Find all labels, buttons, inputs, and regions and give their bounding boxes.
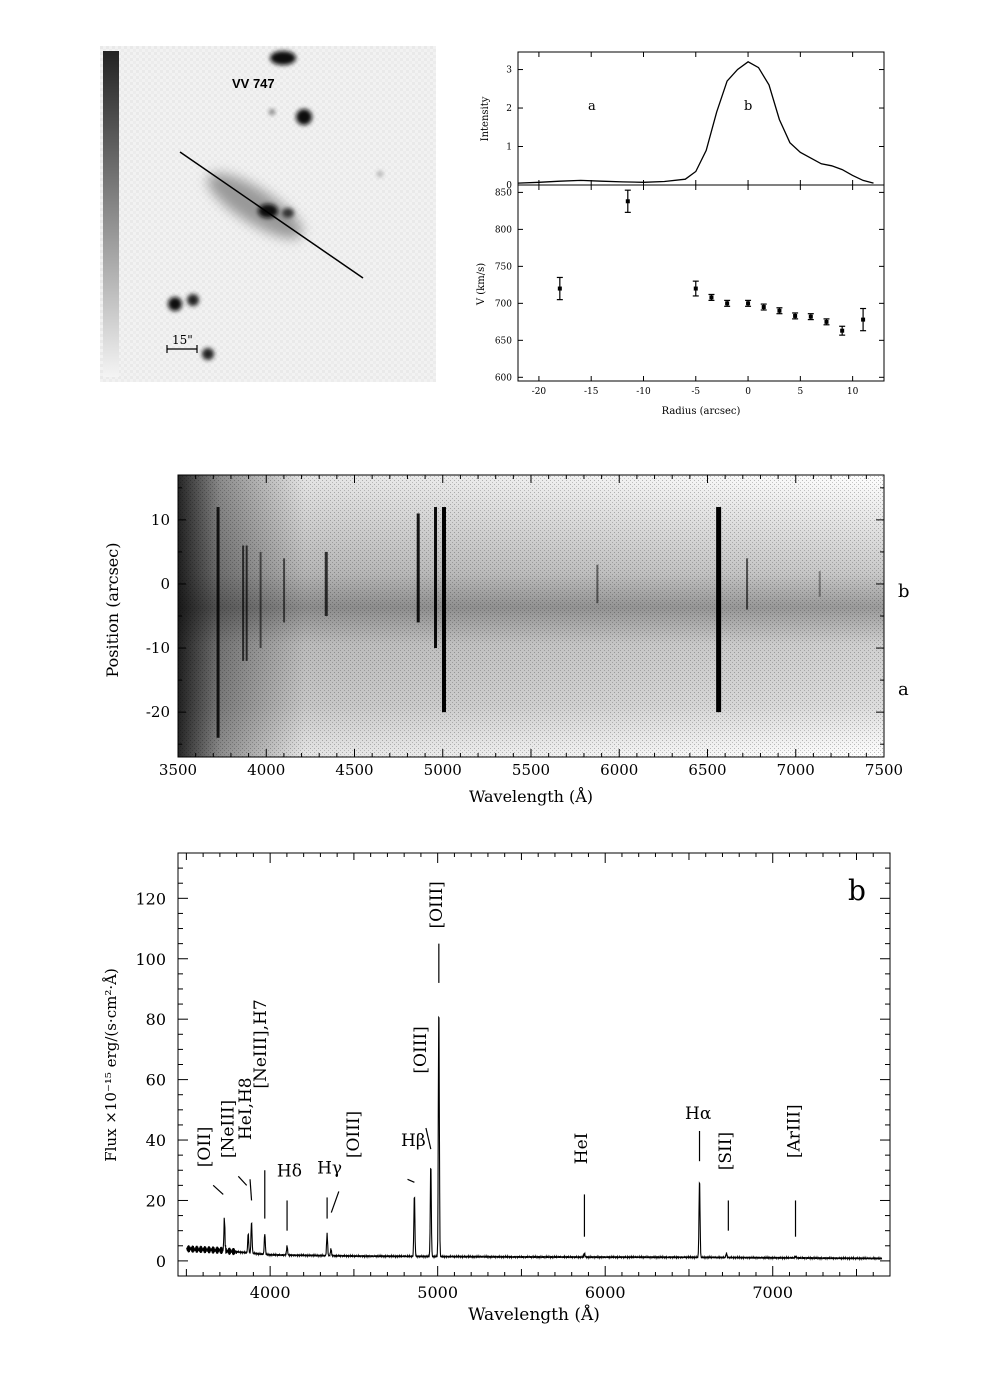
- spectrum2d-emission-line: [260, 552, 262, 648]
- intensity-profile-line: [518, 62, 874, 183]
- velocity-point: [557, 277, 563, 299]
- intensity-y-tick-label: 0: [506, 181, 512, 191]
- star: [202, 348, 214, 360]
- spectrum2d-panel: [90, 460, 930, 820]
- velocity-y-tick-label: 750: [494, 262, 512, 273]
- side-label-a: a: [898, 679, 909, 700]
- velocity-point: [860, 309, 866, 331]
- velocity-x-tick-label: -20: [531, 387, 547, 397]
- spectrum2d-emission-line: [596, 565, 598, 603]
- spectrum2d-x-tick-label: 7500: [864, 761, 904, 779]
- velocity-x-tick-label: -5: [691, 387, 701, 397]
- spectrum1d-chart: [90, 845, 920, 1335]
- svg-text:Hβ: Hβ: [401, 1131, 426, 1152]
- spectrum1d-y-tick-label: 60: [145, 1070, 166, 1090]
- star: [269, 109, 275, 115]
- spectrum2d-x-tick-label: 5500: [511, 761, 551, 779]
- emission-line-label: [785, 1104, 805, 1236]
- spectrum1d-y-tick-label: 20: [145, 1191, 166, 1211]
- spectrum2d-x-tick-label: 4000: [247, 761, 286, 779]
- spectrum2d-x-tick-label: 7000: [776, 761, 815, 779]
- velocity-y-tick-label: 600: [494, 373, 512, 384]
- spectrum2d-y-tick-label: 0: [160, 574, 170, 593]
- star: [270, 51, 296, 65]
- velocity-point: [776, 308, 782, 314]
- spectrum2d-ylabel: Position (arcsec): [103, 542, 122, 678]
- spectrum2d-x-tick-label: 5000: [423, 761, 462, 779]
- spectrum2d-emission-line: [716, 507, 721, 712]
- velocity-y-tick-label: 800: [494, 225, 512, 236]
- velocity-point: [708, 294, 714, 300]
- spectrum2d-emission-line: [217, 507, 220, 738]
- profile-panels: [470, 44, 900, 422]
- intensity-y-tick-label: 1: [506, 142, 512, 153]
- star: [296, 109, 312, 125]
- svg-text:Hδ: Hδ: [276, 1161, 302, 1182]
- star: [377, 171, 383, 177]
- spectrum1d-y-tick-label: 100: [135, 949, 166, 969]
- velocity-y-ticks: [495, 188, 884, 383]
- spectrum2d-emission-line: [746, 558, 748, 609]
- svg-text:Hα: Hα: [685, 1103, 712, 1124]
- velocity-x-tick-label: 0: [745, 387, 751, 397]
- velocity-point: [761, 304, 767, 310]
- galaxy-image: [100, 46, 436, 382]
- profile-chart: [470, 44, 900, 422]
- star: [168, 297, 182, 311]
- emission-line-label: [277, 1161, 302, 1230]
- svg-text:[OII]: [OII]: [194, 1126, 215, 1168]
- spectrum2d-y-tick-label: -10: [145, 639, 170, 658]
- velocity-point: [808, 314, 814, 320]
- profile-label-b: b: [744, 99, 753, 114]
- spectrum2d-x-tick-label: 6000: [600, 761, 639, 779]
- spectrum2d-emission-line: [417, 513, 420, 622]
- galaxy-core: [258, 204, 278, 218]
- spectrum1d-y-tick-label: 80: [145, 1010, 166, 1030]
- spectrum1d-xlabel: Wavelength (Å): [468, 1305, 600, 1325]
- spectrum2d-chart: [90, 460, 930, 820]
- spectrum1d-y-ticks: [135, 868, 890, 1271]
- velocity-ylabel: V (km/s): [476, 262, 487, 306]
- spectrum1d-y-tick-label: 40: [145, 1131, 166, 1151]
- emission-line-label: [572, 1133, 592, 1237]
- velocity-point: [792, 313, 798, 319]
- spectrum2d-emission-line: [246, 546, 248, 661]
- velocity-point: [745, 300, 751, 306]
- emission-line-label: [401, 1131, 426, 1182]
- svg-text:[SII]: [SII]: [715, 1131, 736, 1171]
- emission-line-labels: [195, 881, 805, 1237]
- svg-text:HeI: HeI: [571, 1132, 592, 1165]
- svg-text:[NeIII],H7: [NeIII],H7: [250, 999, 271, 1089]
- velocity-xlabel: Radius (arcsec): [661, 406, 741, 417]
- emission-line-label: [236, 1077, 256, 1200]
- intensity-ylabel: Intensity: [480, 96, 491, 142]
- emission-line-label: [427, 881, 447, 983]
- object-label: VV 747: [232, 76, 275, 91]
- velocity-y-tick-label: 650: [494, 336, 512, 347]
- spectrum2d-xlabel: Wavelength (Å): [468, 787, 594, 806]
- galaxy-knot: [282, 208, 294, 218]
- spectrum1d-y-tick-label: 0: [155, 1251, 166, 1271]
- svg-text:[OIII]: [OIII]: [343, 1110, 364, 1159]
- spectrum2d-emission-line: [434, 507, 437, 648]
- star: [187, 294, 199, 306]
- velocity-x-tick-label: 5: [797, 387, 804, 397]
- profile-label-a: a: [588, 99, 596, 114]
- spectrum2d-emission-line: [442, 507, 446, 712]
- scale-label: 15": [172, 333, 193, 347]
- velocity-point: [839, 326, 845, 335]
- spectrum1d-line: [186, 1017, 881, 1259]
- spectrum1d-frame: [178, 853, 890, 1276]
- velocity-x-ticks: [532, 52, 859, 397]
- spectrum2d-x-tick-label: 3500: [158, 761, 198, 779]
- spectrum1d-x-ticks: [186, 853, 873, 1302]
- spectrum2d-emission-line: [283, 558, 285, 622]
- velocity-frame: [518, 185, 884, 381]
- velocity-y-tick-label: 700: [494, 299, 512, 310]
- spectrum1d-ylabel: Flux ×10⁻¹⁵ erg/(s·cm²·Å): [102, 968, 120, 1162]
- svg-text:[OIII]: [OIII]: [426, 881, 447, 929]
- spectrum1d-panel: [90, 845, 920, 1335]
- spectrum2d-y-tick-label: 10: [150, 510, 170, 529]
- spectrum1d-x-tick-label: 5000: [417, 1283, 459, 1302]
- side-label-b: b: [898, 581, 910, 602]
- spectrum2d-x-tick-label: 6500: [688, 761, 727, 779]
- spectrum2d-emission-line: [819, 571, 821, 597]
- velocity-points: [557, 190, 866, 335]
- velocity-x-tick-label: 10: [846, 387, 859, 397]
- spectrum1d-panel-label: b: [848, 874, 866, 907]
- intensity-y-tick-label: 2: [506, 104, 512, 115]
- spectrum2d-emission-line: [242, 546, 244, 661]
- svg-text:[OIII]: [OIII]: [410, 1026, 431, 1074]
- emission-line-label: [317, 1158, 342, 1218]
- spectrum2d-y-tick-label: -20: [145, 703, 170, 722]
- spectrum1d-x-tick-label: 7000: [752, 1283, 794, 1302]
- grayscale-bar: [103, 51, 119, 377]
- velocity-point: [625, 190, 631, 212]
- svg-text:Hγ: Hγ: [317, 1158, 343, 1179]
- intensity-y-tick-label: 3: [506, 65, 512, 76]
- svg-text:[NeIII]: [NeIII]: [218, 1099, 239, 1159]
- spectrum1d-y-tick-label: 120: [135, 889, 166, 909]
- velocity-x-tick-label: -15: [583, 387, 599, 397]
- velocity-point: [693, 281, 699, 296]
- svg-text:[ArIII]: [ArIII]: [784, 1104, 805, 1159]
- spectrum2d-x-tick-label: 4500: [335, 761, 374, 779]
- emission-line-label: [716, 1132, 736, 1231]
- velocity-x-tick-label: -10: [636, 387, 651, 397]
- galaxy-image-panel: [100, 46, 436, 382]
- spectrum1d-x-tick-label: 6000: [584, 1283, 626, 1302]
- velocity-point: [724, 300, 730, 306]
- svg-text:HeI,H8: HeI,H8: [235, 1077, 256, 1141]
- spectrum1d-x-tick-label: 4000: [249, 1283, 291, 1302]
- velocity-y-tick-label: 850: [494, 188, 512, 199]
- spectrum2d-emission-line: [325, 552, 328, 616]
- velocity-point: [823, 319, 829, 325]
- emission-line-label: [685, 1104, 712, 1161]
